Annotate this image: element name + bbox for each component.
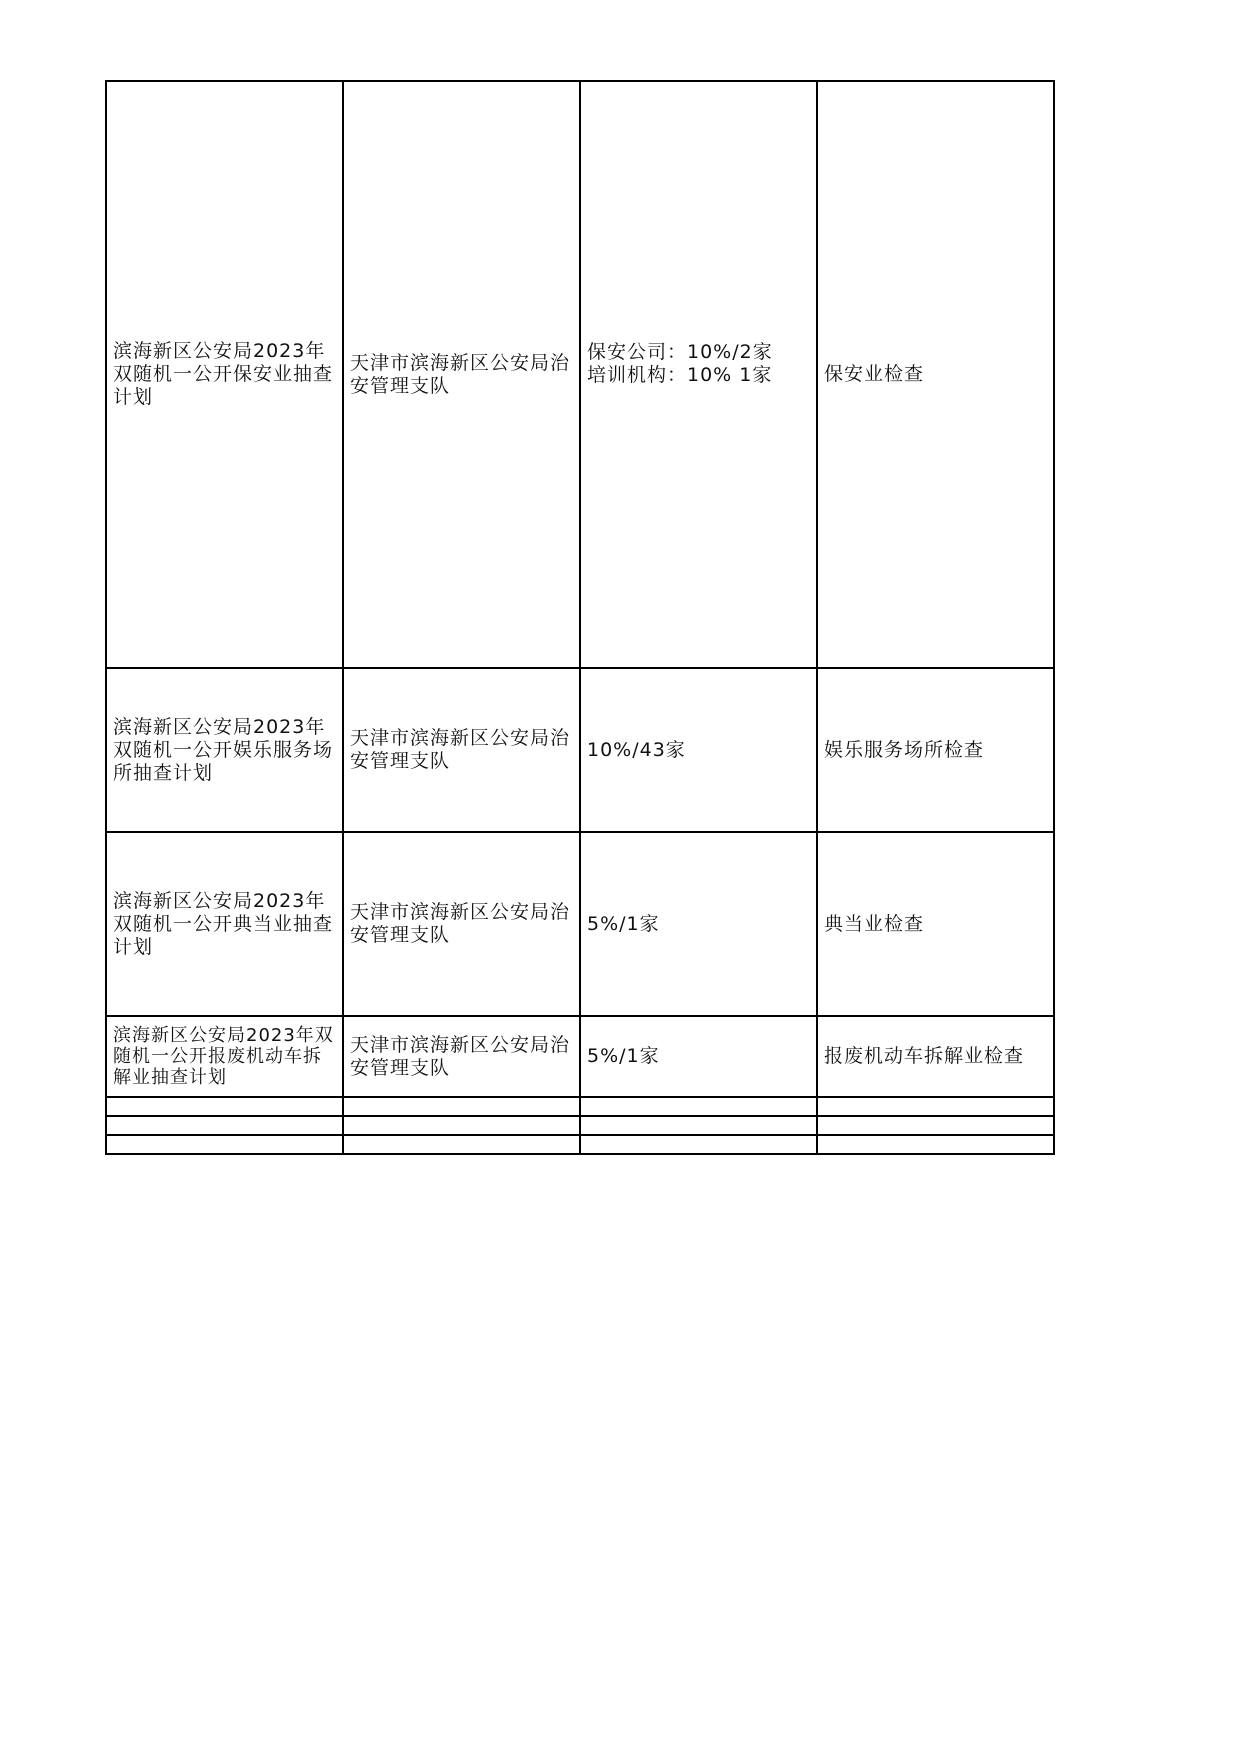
- empty-row: [106, 1097, 1054, 1116]
- empty-cell: [580, 1135, 817, 1154]
- ratio-line: 10%/43家: [587, 738, 686, 761]
- plan-name-cell: 滨海新区公安局2023年双随机一公开典当业抽查计划: [106, 832, 343, 1016]
- ratio-cell: [580, 668, 817, 832]
- inspection-item-cell: 保安业检查: [817, 81, 1054, 668]
- inspection-plan-table: [105, 80, 1055, 1155]
- empty-cell: [817, 1116, 1054, 1135]
- empty-cell: [343, 1097, 580, 1116]
- empty-cell: [106, 1135, 343, 1154]
- department-cell: 天津市滨海新区公安局治安管理支队: [343, 668, 580, 832]
- inspection-item-cell: 娱乐服务场所检查: [817, 668, 1054, 832]
- empty-cell: [343, 1135, 580, 1154]
- ratio-cell: [580, 1016, 817, 1097]
- table-row: [106, 668, 1054, 832]
- empty-row: [106, 1116, 1054, 1135]
- empty-cell: [106, 1097, 343, 1116]
- plan-name-cell: 滨海新区公安局2023年双随机一公开报废机动车拆解业抽查计划: [106, 1016, 343, 1097]
- inspection-item-cell: 报废机动车拆解业检查: [817, 1016, 1054, 1097]
- ratio-line: 保安公司：10%/2家: [587, 340, 773, 363]
- plan-name-cell: 滨海新区公安局2023年双随机一公开保安业抽查计划: [106, 81, 343, 668]
- table-row: [106, 832, 1054, 1016]
- ratio-cell: [580, 832, 817, 1016]
- ratio-line: 培训机构：10% 1家: [587, 363, 773, 386]
- plan-name-cell: 滨海新区公安局2023年双随机一公开娱乐服务场所抽查计划: [106, 668, 343, 832]
- ratio-line: 5%/1家: [587, 1045, 660, 1067]
- ratio-line: 5%/1家: [587, 912, 660, 935]
- empty-cell: [106, 1116, 343, 1135]
- table-row: [106, 1016, 1054, 1097]
- empty-cell: [817, 1135, 1054, 1154]
- table-row: [106, 81, 1054, 668]
- empty-cell: [580, 1097, 817, 1116]
- ratio-cell: [580, 81, 817, 668]
- empty-row: [106, 1135, 1054, 1154]
- department-cell: 天津市滨海新区公安局治安管理支队: [343, 832, 580, 1016]
- empty-cell: [580, 1116, 817, 1135]
- empty-cell: [817, 1097, 1054, 1116]
- department-cell: 天津市滨海新区公安局治安管理支队: [343, 81, 580, 668]
- empty-cell: [343, 1116, 580, 1135]
- department-cell: 天津市滨海新区公安局治安管理支队: [343, 1016, 580, 1097]
- inspection-item-cell: 典当业检查: [817, 832, 1054, 1016]
